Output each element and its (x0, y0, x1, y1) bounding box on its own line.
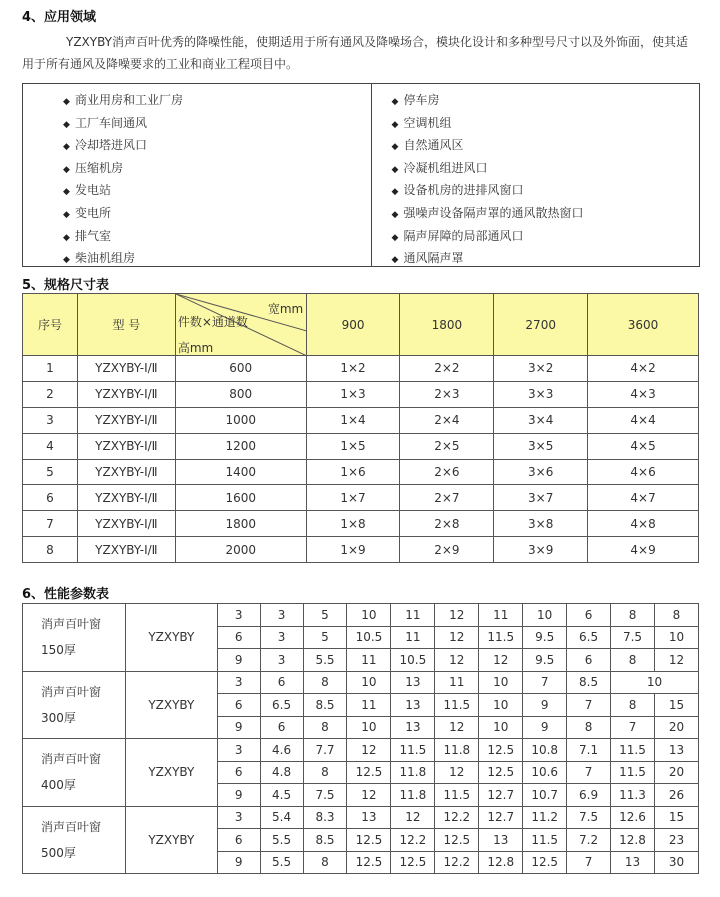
performance-row (23, 739, 699, 762)
spec-cell-count: 1×2 (306, 356, 400, 382)
performance-cell: 13 (611, 851, 655, 874)
performance-cell: 11.3 (611, 784, 655, 807)
performance-cell: 7.2 (567, 829, 611, 852)
performance-cell: 4.6 (260, 739, 303, 762)
performance-cell: 11.5 (611, 761, 655, 784)
application-item-label: 变电所 (75, 205, 112, 220)
spec-header-no: 序号 (23, 294, 78, 356)
performance-group-model: YZXYBY (125, 806, 217, 874)
performance-cell: 6 (217, 694, 260, 717)
performance-cell: 6 (217, 829, 260, 852)
performance-cell: 11 (391, 626, 435, 649)
application-item-label: 商业用房和工业厂房 (75, 93, 184, 107)
spec-cell-model: YZXYBY-Ⅰ/Ⅱ (77, 511, 175, 537)
spec-cell-count: 4×9 (588, 537, 699, 563)
performance-cell: 8 (611, 694, 655, 717)
spec-cell-count: 2×8 (400, 511, 494, 537)
performance-cell: 3 (260, 604, 303, 627)
performance-cell: 12 (435, 626, 479, 649)
spec-cell-no: 7 (23, 511, 78, 537)
performance-cell: 10.6 (523, 761, 567, 784)
performance-cell: 9 (217, 784, 260, 807)
performance-cell: 12.2 (391, 829, 435, 852)
spec-cell-count: 4×2 (588, 356, 699, 382)
performance-cell: 6 (567, 604, 611, 627)
bullet-icon: ◆ (391, 97, 399, 107)
spec-row (23, 433, 699, 459)
performance-group-model: YZXYBY (125, 604, 217, 672)
diag-height-label: 高mm (177, 341, 214, 355)
spec-cell-model: YZXYBY-Ⅰ/Ⅱ (77, 381, 175, 407)
application-item (63, 158, 371, 181)
performance-group-name (23, 604, 126, 672)
performance-cell: 8.3 (303, 806, 347, 829)
diag-mid-label: 件数×通道数 (177, 315, 248, 329)
spec-cell-count: 1×6 (306, 459, 400, 485)
application-item-label: 柴油机组房 (75, 251, 136, 266)
application-item-label: 工厂车间通风 (75, 115, 148, 130)
bullet-icon: ◆ (63, 209, 70, 220)
performance-cell: 12.2 (435, 806, 479, 829)
application-item (392, 248, 700, 271)
bullet-icon: ◆ (391, 232, 399, 243)
spec-cell-height: 1600 (175, 485, 306, 511)
performance-cell: 6 (217, 626, 260, 649)
performance-row (23, 671, 699, 694)
performance-cell: 15 (654, 694, 698, 717)
application-list-right (371, 84, 700, 266)
group-thickness-label: 400厚 (41, 778, 76, 793)
application-item (63, 180, 371, 203)
performance-cell: 13 (479, 829, 523, 852)
bullet-icon: ◆ (63, 97, 70, 107)
performance-cell: 20 (654, 716, 698, 739)
group-name-label: 消声百叶窗 (41, 684, 102, 699)
spec-row (23, 511, 699, 537)
performance-cell: 11 (479, 604, 523, 627)
application-item-label: 发电站 (75, 183, 112, 198)
spec-cell-no: 3 (23, 407, 78, 433)
performance-cell: 12.7 (479, 784, 523, 807)
performance-cell: 7 (523, 671, 567, 694)
performance-cell: 9 (217, 851, 260, 874)
performance-cell: 12.5 (479, 761, 523, 784)
performance-cell: 11.5 (523, 829, 567, 852)
section6-title: 6、性能参数表 (22, 587, 110, 602)
spec-header-width-2700: 2700 (494, 294, 588, 356)
performance-cell: 3 (260, 626, 303, 649)
spec-header-width-900: 900 (306, 294, 400, 356)
bullet-icon: ◆ (63, 232, 70, 243)
spec-cell-count: 1×7 (306, 485, 400, 511)
performance-row (23, 806, 699, 829)
performance-cell: 7 (611, 716, 655, 739)
group-thickness-label: 150厚 (41, 643, 76, 658)
bullet-icon: ◆ (391, 119, 399, 130)
spec-table-body (23, 356, 699, 563)
performance-cell: 12.5 (391, 851, 435, 874)
performance-cell: 12 (435, 649, 479, 672)
performance-cell: 8.5 (303, 694, 347, 717)
performance-cell: 11.5 (435, 784, 479, 807)
performance-cell: 10 (479, 671, 523, 694)
spec-row (23, 407, 699, 433)
application-item (63, 226, 371, 249)
performance-cell: 12.8 (479, 851, 523, 874)
spec-header-width-1800: 1800 (400, 294, 494, 356)
performance-cell: 11 (347, 694, 391, 717)
performance-cell: 8.5 (303, 829, 347, 852)
bullet-icon: ◆ (391, 142, 399, 153)
performance-group-name (23, 671, 126, 739)
spec-cell-count: 4×6 (588, 459, 699, 485)
application-item (392, 113, 700, 136)
performance-cell: 12.7 (479, 806, 523, 829)
performance-cell: 12.5 (347, 851, 391, 874)
bullet-icon: ◆ (391, 187, 399, 198)
spec-cell-count: 3×3 (494, 381, 588, 407)
performance-cell: 9.5 (523, 649, 567, 672)
application-item-label: 排气室 (75, 228, 112, 243)
spec-cell-height: 2000 (175, 537, 306, 563)
spec-cell-model: YZXYBY-Ⅰ/Ⅱ (77, 356, 175, 382)
performance-cell: 6.5 (260, 694, 303, 717)
performance-cell: 23 (654, 829, 698, 852)
performance-cell: 3 (260, 649, 303, 672)
performance-cell: 5.5 (260, 851, 303, 874)
spec-cell-height: 1800 (175, 511, 306, 537)
performance-cell: 6.5 (567, 626, 611, 649)
bullet-icon: ◆ (63, 164, 70, 175)
spec-cell-no: 4 (23, 433, 78, 459)
spec-cell-count: 1×9 (306, 537, 400, 563)
application-item-label: 冷却塔进风口 (75, 138, 148, 153)
performance-cell: 8 (303, 716, 347, 739)
spec-cell-no: 5 (23, 459, 78, 485)
spec-cell-count: 3×7 (494, 485, 588, 511)
spec-cell-model: YZXYBY-Ⅰ/Ⅱ (77, 485, 175, 511)
group-name-label: 消声百叶窗 (41, 819, 102, 834)
performance-cell: 9 (217, 649, 260, 672)
performance-cell: 10 (479, 716, 523, 739)
spec-row (23, 537, 699, 563)
performance-cell: 11.8 (435, 739, 479, 762)
spec-cell-model: YZXYBY-Ⅰ/Ⅱ (77, 433, 175, 459)
performance-group-name (23, 739, 126, 807)
spec-cell-no: 6 (23, 485, 78, 511)
spec-cell-count: 4×8 (588, 511, 699, 537)
performance-cell: 12.5 (347, 761, 391, 784)
performance-cell: 11.5 (391, 739, 435, 762)
performance-cell: 7.5 (611, 626, 655, 649)
performance-cell: 6 (567, 649, 611, 672)
application-item (63, 203, 371, 226)
spec-cell-no: 2 (23, 381, 78, 407)
spec-cell-height: 800 (175, 381, 306, 407)
spec-cell-count: 4×7 (588, 485, 699, 511)
performance-cell: 10 (347, 671, 391, 694)
performance-cell: 6 (260, 716, 303, 739)
performance-cell: 13 (391, 694, 435, 717)
performance-cell: 9 (523, 694, 567, 717)
performance-cell: 10 (347, 716, 391, 739)
application-item-label: 空调机组 (403, 115, 452, 130)
spec-cell-model: YZXYBY-Ⅰ/Ⅱ (77, 459, 175, 485)
performance-cell: 10 (654, 626, 698, 649)
spec-row (23, 381, 699, 407)
performance-table (22, 603, 699, 874)
performance-cell: 5.4 (260, 806, 303, 829)
spec-cell-height: 600 (175, 356, 306, 382)
spec-cell-count: 3×2 (494, 356, 588, 382)
performance-cell: 5 (303, 604, 347, 627)
performance-cell: 10.5 (347, 626, 391, 649)
performance-row (23, 604, 699, 627)
bullet-icon: ◆ (63, 187, 70, 198)
performance-cell: 13 (391, 671, 435, 694)
performance-group-name (23, 806, 126, 874)
diag-width-label: 宽mm (267, 302, 304, 316)
performance-cell: 4.5 (260, 784, 303, 807)
performance-cell: 3 (217, 671, 260, 694)
spec-cell-model: YZXYBY-Ⅰ/Ⅱ (77, 537, 175, 563)
application-item-label: 压缩机房 (75, 160, 124, 175)
application-list-left (23, 84, 371, 266)
application-item (392, 226, 700, 249)
application-item-label: 隔声屏障的局部通风口 (403, 228, 524, 243)
performance-cell: 12 (479, 649, 523, 672)
performance-cell: 8.5 (567, 671, 611, 694)
performance-cell: 11 (391, 604, 435, 627)
performance-cell: 11.5 (435, 694, 479, 717)
spec-cell-count: 4×4 (588, 407, 699, 433)
performance-cell: 7.5 (567, 806, 611, 829)
spec-cell-count: 3×6 (494, 459, 588, 485)
spec-cell-no: 8 (23, 537, 78, 563)
performance-cell: 7.1 (567, 739, 611, 762)
spec-cell-count: 2×7 (400, 485, 494, 511)
performance-cell: 26 (654, 784, 698, 807)
performance-cell: 6 (260, 671, 303, 694)
performance-cell: 11.8 (391, 761, 435, 784)
performance-cell: 10.5 (391, 649, 435, 672)
performance-cell: 9 (217, 716, 260, 739)
section5-title: 5、规格尺寸表 (22, 278, 110, 293)
performance-cell: 12.6 (611, 806, 655, 829)
performance-cell: 8 (654, 604, 698, 627)
performance-cell: 11.5 (479, 626, 523, 649)
performance-cell: 15 (654, 806, 698, 829)
spec-cell-count: 1×4 (306, 407, 400, 433)
performance-cell: 3 (217, 739, 260, 762)
spec-row (23, 356, 699, 382)
spec-cell-count: 1×8 (306, 511, 400, 537)
spec-cell-height: 1400 (175, 459, 306, 485)
spec-cell-count: 3×9 (494, 537, 588, 563)
bullet-icon: ◆ (63, 142, 70, 153)
spec-row (23, 485, 699, 511)
performance-cell: 7 (567, 761, 611, 784)
application-item-label: 停车房 (403, 93, 440, 107)
performance-cell: 12 (435, 604, 479, 627)
performance-cell: 6.9 (567, 784, 611, 807)
spec-cell-count: 1×5 (306, 433, 400, 459)
performance-cell: 10.7 (523, 784, 567, 807)
spec-cell-count: 4×3 (588, 381, 699, 407)
section4-paragraph-text: YZXYBY消声百叶优秀的降噪性能，使期适用于所有通风及降噪场合，模块化设计和多种型号尺寸以及外饰面，使其适用于所有通风及降噪要求的工业和商业工程项目中。 (22, 35, 689, 71)
performance-cell: 3 (217, 604, 260, 627)
performance-cell: 8 (303, 851, 347, 874)
bullet-icon: ◆ (391, 164, 399, 175)
application-item (392, 158, 700, 181)
performance-cell: 5.5 (303, 649, 347, 672)
spec-cell-height: 1200 (175, 433, 306, 459)
performance-group-model: YZXYBY (125, 739, 217, 807)
performance-cell: 20 (654, 761, 698, 784)
performance-cell: 30 (654, 851, 698, 874)
application-list-box (22, 83, 700, 267)
performance-cell: 12 (347, 739, 391, 762)
performance-cell: 10 (479, 694, 523, 717)
spec-cell-count: 2×3 (400, 381, 494, 407)
application-item (392, 180, 700, 203)
group-name-label: 消声百叶窗 (41, 617, 102, 632)
performance-cell: 12.5 (523, 851, 567, 874)
section4-title: 4、应用领域 (22, 10, 97, 25)
performance-cell: 6 (217, 761, 260, 784)
performance-cell: 3 (217, 806, 260, 829)
spec-header-width-3600: 3600 (588, 294, 699, 356)
application-item (392, 135, 700, 158)
performance-cell: 13 (347, 806, 391, 829)
spec-cell-count: 2×5 (400, 433, 494, 459)
spec-row (23, 459, 699, 485)
bullet-icon: ◆ (63, 119, 70, 130)
spec-cell-count: 2×2 (400, 356, 494, 382)
spec-cell-height: 1000 (175, 407, 306, 433)
application-item-label: 设备机房的进排风窗口 (403, 183, 524, 198)
performance-cell: 7 (567, 851, 611, 874)
performance-cell: 5.5 (260, 829, 303, 852)
application-item-label: 自然通风区 (403, 138, 464, 153)
bullet-icon: ◆ (391, 255, 399, 266)
group-thickness-label: 300厚 (41, 710, 76, 725)
performance-cell: 12 (435, 761, 479, 784)
performance-cell: 10 (523, 604, 567, 627)
spec-header-diagonal (175, 294, 306, 356)
performance-cell: 7.7 (303, 739, 347, 762)
application-item (63, 248, 371, 271)
performance-cell: 11 (347, 649, 391, 672)
bullet-icon: ◆ (391, 209, 399, 220)
application-item-label: 强噪声设备隔声罩的通风散热窗口 (403, 205, 584, 220)
spec-cell-count: 2×9 (400, 537, 494, 563)
spec-cell-count: 3×8 (494, 511, 588, 537)
application-item-label: 通风隔声罩 (403, 251, 464, 266)
performance-cell: 8 (567, 716, 611, 739)
performance-cell: 10.8 (523, 739, 567, 762)
performance-cell: 13 (391, 716, 435, 739)
performance-cell: 8 (303, 761, 347, 784)
performance-cell: 5 (303, 626, 347, 649)
group-thickness-label: 500厚 (41, 845, 76, 860)
performance-cell: 12.2 (435, 851, 479, 874)
performance-cell: 12.5 (435, 829, 479, 852)
performance-cell: 9 (523, 716, 567, 739)
spec-header-model: 型 号 (77, 294, 175, 356)
spec-header-row (23, 294, 699, 356)
performance-cell: 12.8 (611, 829, 655, 852)
spec-cell-count: 2×4 (400, 407, 494, 433)
performance-cell: 13 (654, 739, 698, 762)
performance-cell: 9.5 (523, 626, 567, 649)
performance-cell: 8 (303, 671, 347, 694)
performance-cell: 11.8 (391, 784, 435, 807)
performance-cell: 12 (391, 806, 435, 829)
application-item (63, 113, 371, 136)
performance-cell: 12 (654, 649, 698, 672)
performance-cell: 12.5 (347, 829, 391, 852)
performance-cell: 12 (347, 784, 391, 807)
performance-cell: 12 (435, 716, 479, 739)
performance-cell: 10 (347, 604, 391, 627)
application-item (392, 90, 700, 113)
group-name-label: 消声百叶窗 (41, 752, 102, 767)
spec-cell-count: 4×5 (588, 433, 699, 459)
performance-group-model: YZXYBY (125, 671, 217, 739)
performance-cell: 10 (611, 671, 699, 694)
application-item (392, 203, 700, 226)
spec-cell-count: 3×4 (494, 407, 588, 433)
performance-table-body (23, 604, 699, 874)
performance-cell: 8 (611, 649, 655, 672)
performance-cell: 7.5 (303, 784, 347, 807)
performance-cell: 11 (435, 671, 479, 694)
spec-cell-count: 2×6 (400, 459, 494, 485)
performance-cell: 11.2 (523, 806, 567, 829)
performance-cell: 7 (567, 694, 611, 717)
spec-cell-model: YZXYBY-Ⅰ/Ⅱ (77, 407, 175, 433)
performance-cell: 8 (611, 604, 655, 627)
bullet-icon: ◆ (63, 255, 70, 266)
performance-cell: 4.8 (260, 761, 303, 784)
application-item-label: 冷凝机组进风口 (403, 160, 488, 175)
spec-cell-count: 1×3 (306, 381, 400, 407)
performance-cell: 12.5 (479, 739, 523, 762)
spec-cell-no: 1 (23, 356, 78, 382)
application-item (63, 135, 371, 158)
spec-cell-count: 3×5 (494, 433, 588, 459)
spec-table (22, 293, 699, 563)
application-item (63, 90, 371, 113)
section4-paragraph (22, 31, 698, 75)
performance-cell: 11.5 (611, 739, 655, 762)
